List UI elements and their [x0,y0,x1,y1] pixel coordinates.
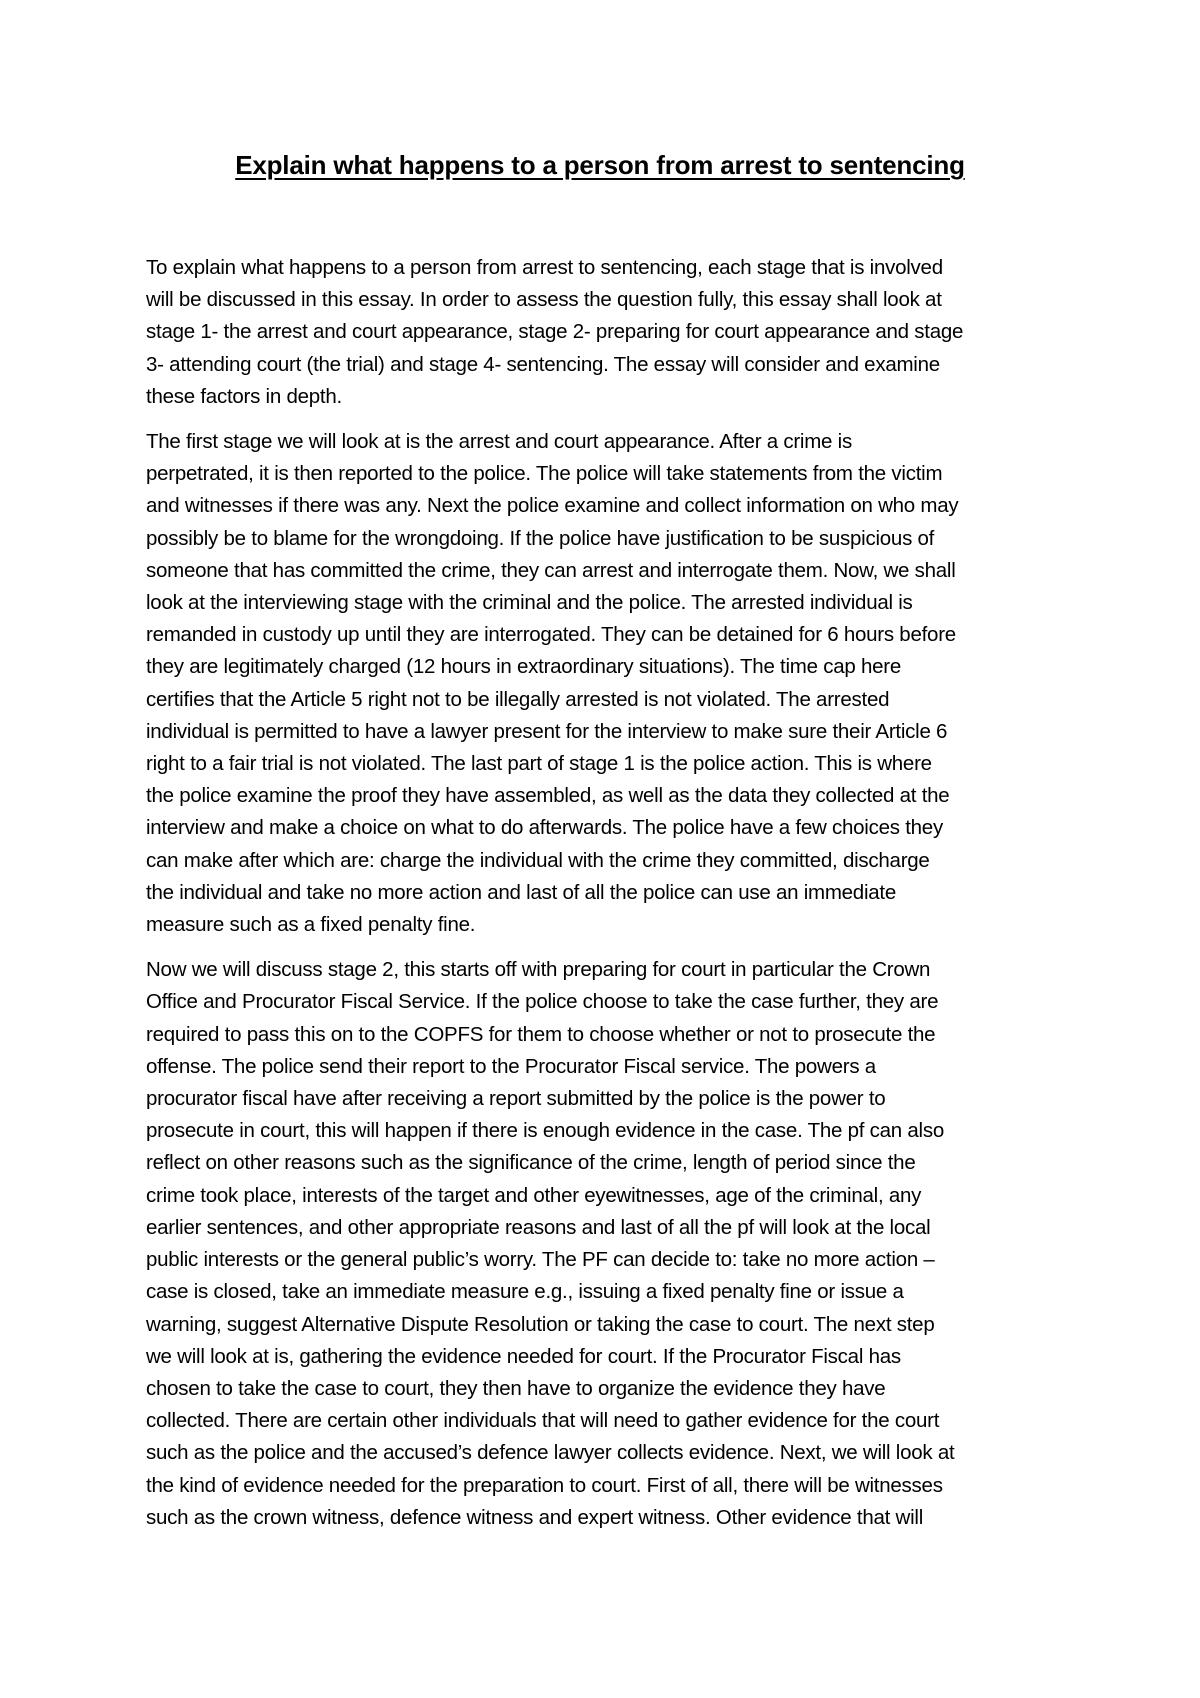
paragraph-line: possibly be to blame for the wrongdoing. If the police have justification to be suspicious of [146,526,935,550]
paragraph-line: these factors in depth. [146,384,342,408]
paragraph-line: we will look at is, gathering the evidence needed for court. If the Procurator Fiscal has [146,1344,901,1368]
paragraph-line: such as the crown witness, defence witness and expert witness. Other evidence that will [146,1505,924,1529]
paragraph-line: prosecute in court, this will happen if there is enough evidence in the case. The pf can also [146,1119,945,1143]
document-title: Explain what happens to a person from arrest to sentencing [235,150,965,180]
paragraph-line: they are legitimately charged (12 hours in extraordinary situations). The time cap here [146,655,901,679]
paragraph-line: warning, suggest Alternative Dispute Resolution or taking the case to court. The next step [146,1312,935,1336]
paragraph-line: right to a fair trial is not violated. The last part of stage 1 is the police action. This is where [146,752,932,776]
paragraph [146,252,1066,413]
paragraph-line: the individual and take no more action and last of all the police can use an immediate [146,880,897,904]
paragraph-line: the kind of evidence needed for the preparation to court. First of all, there will be witnesses [146,1473,943,1497]
paragraph-line: will be discussed in this essay. In order to assess the question fully, this essay shall look at [146,288,942,312]
paragraph-line: look at the interviewing stage with the criminal and the police. The arrested individual is [146,591,913,615]
paragraph-line: Now we will discuss stage 2, this starts off with preparing for court in particular the Crown [146,958,931,982]
paragraph-line: collected. There are certain other individuals that will need to gather evidence for the court [146,1409,940,1433]
paragraph-line: earlier sentences, and other appropriate reasons and last of all the pf will look at the local [146,1215,931,1239]
paragraph-line: stage 1- the arrest and court appearance, stage 2- preparing for court appearance and stage [146,320,964,344]
paragraph-line: interview and make a choice on what to do afterwards. The police have a few choices they [146,816,943,840]
paragraph-line: To explain what happens to a person from arrest to sentencing, each stage that is involved [146,256,943,279]
paragraph [146,954,1066,1534]
paragraph-line: The first stage we will look at is the arrest and court appearance. After a crime is [146,430,852,454]
paragraph-line: 3- attending court (the trial) and stage 4- sentencing. The essay will consider and examine [146,352,940,376]
paragraph-line: someone that has committed the crime, they can arrest and interrogate them. Now, we shall [146,558,956,582]
paragraph [146,426,1066,941]
paragraph-line: public interests or the general public’s worry. The PF can decide to: take no more action – [146,1248,935,1272]
paragraph-line: offense. The police send their report to the Procurator Fiscal service. The powers a [146,1054,876,1078]
paragraph-line: individual is permitted to have a lawyer present for the interview to make sure their Article 6 [146,719,948,743]
paragraph-line: certifies that the Article 5 right not to be illegally arrested is not violated. The arrested [146,687,890,711]
paragraph-line: can make after which are: charge the individual with the crime they committed, discharge [146,848,930,872]
paragraph-line: remanded in custody up until they are interrogated. They can be detained for 6 hours before [146,623,956,647]
paragraph-line: Office and Procurator Fiscal Service. If the police choose to take the case further, they are [146,990,939,1014]
paragraph-line: and witnesses if there was any. Next the police examine and collect information on who may [146,494,959,518]
paragraph-line: required to pass this on to the COPFS for them to choose whether or not to prosecute the [146,1022,936,1046]
paragraph-line: the police examine the proof they have assembled, as well as the data they collected at the [146,784,950,808]
paragraph-line: crime took place, interests of the target and other eyewitnesses, age of the criminal, any [146,1183,922,1207]
document-body [146,252,1066,1547]
paragraph-line: case is closed, take an immediate measure e.g., issuing a fixed penalty fine or issue a [146,1280,904,1304]
paragraph-line: perpetrated, it is then reported to the police. The police will take statements from the victim [146,462,943,486]
paragraph-line: such as the police and the accused’s defence lawyer collects evidence. Next, we will look at [146,1441,955,1465]
paragraph-line: measure such as a fixed penalty fine. [146,913,476,937]
paragraph-line: reflect on other reasons such as the significance of the crime, length of period since the [146,1151,916,1175]
paragraph-line: procurator fiscal have after receiving a report submitted by the police is the power to [146,1087,886,1111]
paragraph-line: chosen to take the case to court, they then have to organize the evidence they have [146,1376,886,1400]
